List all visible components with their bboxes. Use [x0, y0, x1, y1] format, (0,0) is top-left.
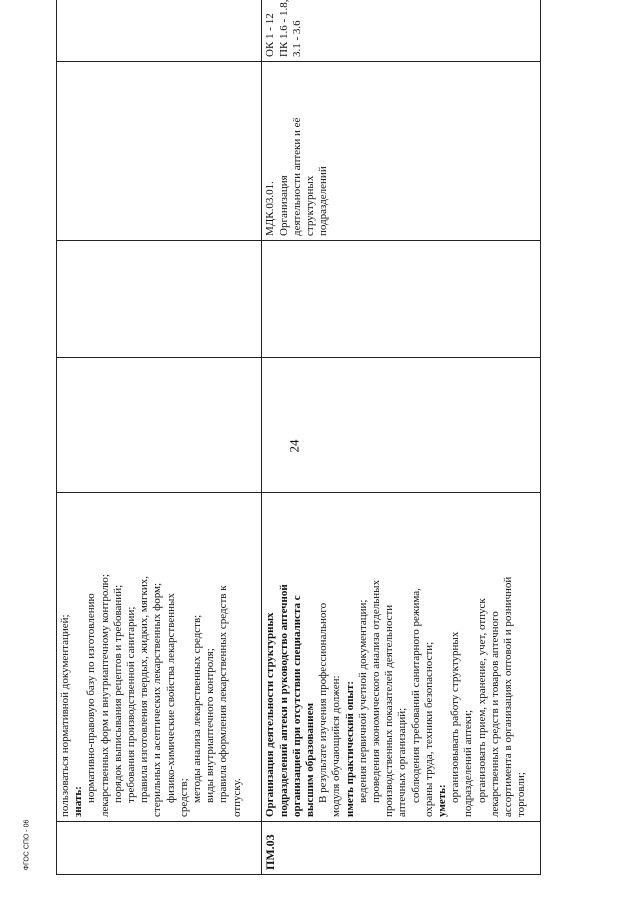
table-row: [57, 0, 262, 875]
text-line: лекарственных форм и внутриаптечному контролю;: [98, 574, 111, 817]
text-line: знать:: [72, 786, 85, 817]
competencies-text: [264, 0, 304, 57]
text-line: средств;: [177, 778, 190, 817]
text-line: торговли;: [515, 772, 528, 817]
text-line: ассортимента в организациях оптовой и розничной: [502, 576, 515, 817]
rotated-table-container: [56, 0, 541, 875]
text-line: соблюдения требований санитарного режима,: [409, 588, 422, 803]
requirements-cell: [262, 493, 541, 822]
empty-cell: [262, 358, 541, 493]
text-line: порядок выписывания рецептов и требований;: [111, 584, 124, 803]
text-line: подразделений: [317, 166, 330, 236]
mdk-cell: [57, 62, 262, 241]
text-line: деятельности аптеки и её: [290, 117, 303, 236]
text-line: организацией при отсутствии специалиста с: [290, 595, 303, 817]
text-line: ведения первичной учетной документации;: [356, 599, 369, 803]
text-line: методы анализа лекарственных средств;: [191, 614, 204, 803]
text-line: организовывать работу структурных: [449, 631, 462, 803]
text-line: аптечных организаций;: [396, 707, 409, 817]
competencies-cell: [262, 0, 541, 62]
text-line: модуля обучающийся должен:: [330, 675, 343, 817]
text-line: организовать прием, хранение, учет, отпуск: [475, 598, 488, 803]
text-line: иметь практический опыт:: [343, 680, 356, 817]
text-line: стерильных и асептических лекарственных форм;: [151, 582, 164, 817]
document-footer: ФГОС СПО - 06: [23, 819, 31, 871]
empty-cell: [57, 358, 262, 493]
text-line: Организация: [277, 175, 290, 236]
text-line: ОК 1 - 12: [264, 13, 277, 57]
page-number: 24: [286, 439, 302, 453]
text-line: ПК 1.6 - 1.8,: [277, 0, 290, 57]
text-line: уметь:: [436, 784, 449, 817]
text-line: отпуску.: [230, 778, 243, 817]
text-line: лекарственных средств и товаров аптечного: [488, 611, 501, 817]
text-line: правила оформления лекарственных средств к: [217, 585, 230, 803]
text-line: МДК.03.01.: [264, 181, 277, 236]
requirements-text: [264, 497, 528, 817]
curriculum-table: [56, 0, 541, 875]
table-row: [262, 0, 541, 875]
text-line: пользоваться нормативной документацией;: [59, 614, 71, 817]
text-line: высшим образованием: [304, 703, 317, 817]
text-line: нормативно-правовую базу по изготовлению: [85, 593, 98, 803]
text-line: проведения экономического анализа отдельных: [370, 579, 383, 803]
code-cell: [57, 822, 262, 875]
text-line: физико-химические свойства лекарственных: [164, 593, 177, 803]
competencies-cell: [57, 0, 262, 62]
text-line: 3.1 - 3.6: [290, 20, 303, 57]
requirements-text: [59, 497, 244, 817]
empty-cell: [57, 241, 262, 358]
mdk-cell: [262, 62, 541, 241]
text-line: охраны труда, техники безопасности;: [422, 641, 435, 817]
module-code: ПМ.03: [262, 822, 541, 875]
text-line: Организация деятельности структурных: [264, 612, 277, 817]
text-line: В результате изучения профессионального: [317, 602, 330, 803]
text-line: производственных показателей деятельности: [383, 604, 396, 817]
text-line: подразделений аптеки;: [462, 709, 475, 817]
text-line: виды внутриаптечного контроля;: [204, 648, 217, 803]
text-line: правила изготовления твердых, жидких, мягких,: [138, 576, 151, 803]
requirements-cell: [57, 493, 262, 822]
empty-cell: [262, 241, 541, 358]
mdk-text: [264, 66, 330, 236]
text-line: требования производственной санитарии;: [125, 606, 138, 803]
text-line: структурных: [304, 175, 317, 236]
text-line: подразделений аптеки и руководство аптечной: [277, 584, 290, 817]
